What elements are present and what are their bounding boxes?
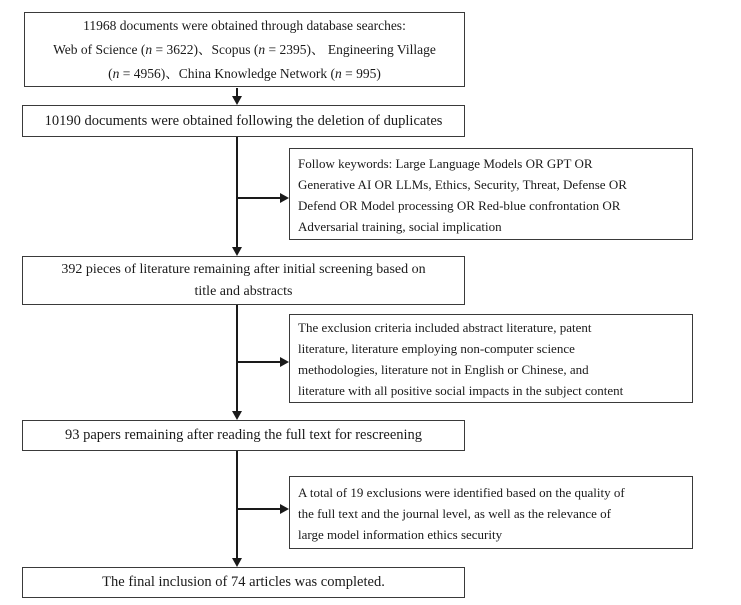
box-text-line: 10190 documents were obtained following the deletion of duplicates — [44, 112, 443, 129]
text-segment: = 995) — [341, 65, 381, 81]
box-text-line — [25, 38, 464, 62]
box-text-line — [25, 62, 464, 86]
arrow-head-down-4 — [232, 558, 242, 567]
deduplication-box — [22, 105, 465, 137]
branch-line-1 — [237, 197, 281, 199]
exclusion-criteria-box — [289, 314, 693, 403]
box-text-line: title and abstracts — [194, 283, 293, 299]
box-text-line: Follow keywords: Large Language Models OR GPT OR — [298, 156, 593, 171]
quality-exclusion-box — [289, 476, 693, 549]
branch-line-2 — [237, 361, 281, 363]
keywords-criteria-box — [289, 148, 693, 240]
arrow-head-right-3 — [280, 504, 289, 514]
box-text-line: literature, literature employing non-computer science — [298, 341, 575, 356]
box-text-line: Adversarial training, social implication — [298, 219, 502, 234]
text-segment-italic-n: n — [145, 41, 153, 57]
branch-line-3 — [237, 508, 281, 510]
rescreening-box — [22, 420, 465, 451]
box-text-line: literature with all positive social impacts in the subject content — [298, 383, 624, 398]
arrow-line-3 — [236, 305, 238, 411]
final-inclusion-box — [22, 567, 465, 598]
text-segment-italic-n: n — [335, 65, 342, 81]
box-text-line: Defend OR Model processing OR Red-blue confrontation OR — [298, 198, 621, 213]
arrow-head-right-1 — [280, 193, 289, 203]
box-text-line: 392 pieces of literature remaining after initial screening based on — [61, 261, 426, 277]
arrow-head-down-1 — [232, 96, 242, 105]
initial-screening-box — [22, 256, 465, 305]
arrow-line-4 — [236, 451, 238, 558]
box-text-line: the full text and the journal level, as well as the relevance of — [298, 506, 611, 521]
text-segment: Web of Science ( — [53, 41, 146, 57]
arrow-head-right-2 — [280, 357, 289, 367]
text-segment: ( — [108, 65, 113, 81]
box-text-line: 11968 documents were obtained through database searches: — [83, 17, 406, 33]
box-text-line: 93 papers remaining after reading the full text for rescreening — [64, 427, 423, 443]
text-segment-italic-n: n — [258, 41, 266, 57]
box-text-line: large model information ethics security — [298, 527, 503, 542]
box-text-line: The exclusion criteria included abstract literature, patent — [298, 320, 592, 335]
arrow-line-2 — [236, 137, 238, 247]
database-search-box — [24, 12, 465, 87]
text-segment: = 4956)、China Knowledge Network ( — [119, 65, 336, 81]
box-text-line: A total of 19 exclusions were identified based on the quality of — [298, 485, 625, 500]
arrow-head-down-3 — [232, 411, 242, 420]
box-text-line: The final inclusion of 74 articles was completed. — [102, 574, 385, 590]
box-text-line: methodologies, literature not in English or Chinese, and — [298, 362, 589, 377]
box-text-line: Generative AI OR LLMs, Ethics, Security, Threat, Defense OR — [298, 177, 627, 192]
arrow-head-down-2 — [232, 247, 242, 256]
text-segment: = 3622)、Scopus ( — [152, 41, 259, 57]
text-segment-italic-n: n — [112, 65, 120, 81]
text-segment: = 2395)、 Engineering Village — [265, 41, 436, 57]
